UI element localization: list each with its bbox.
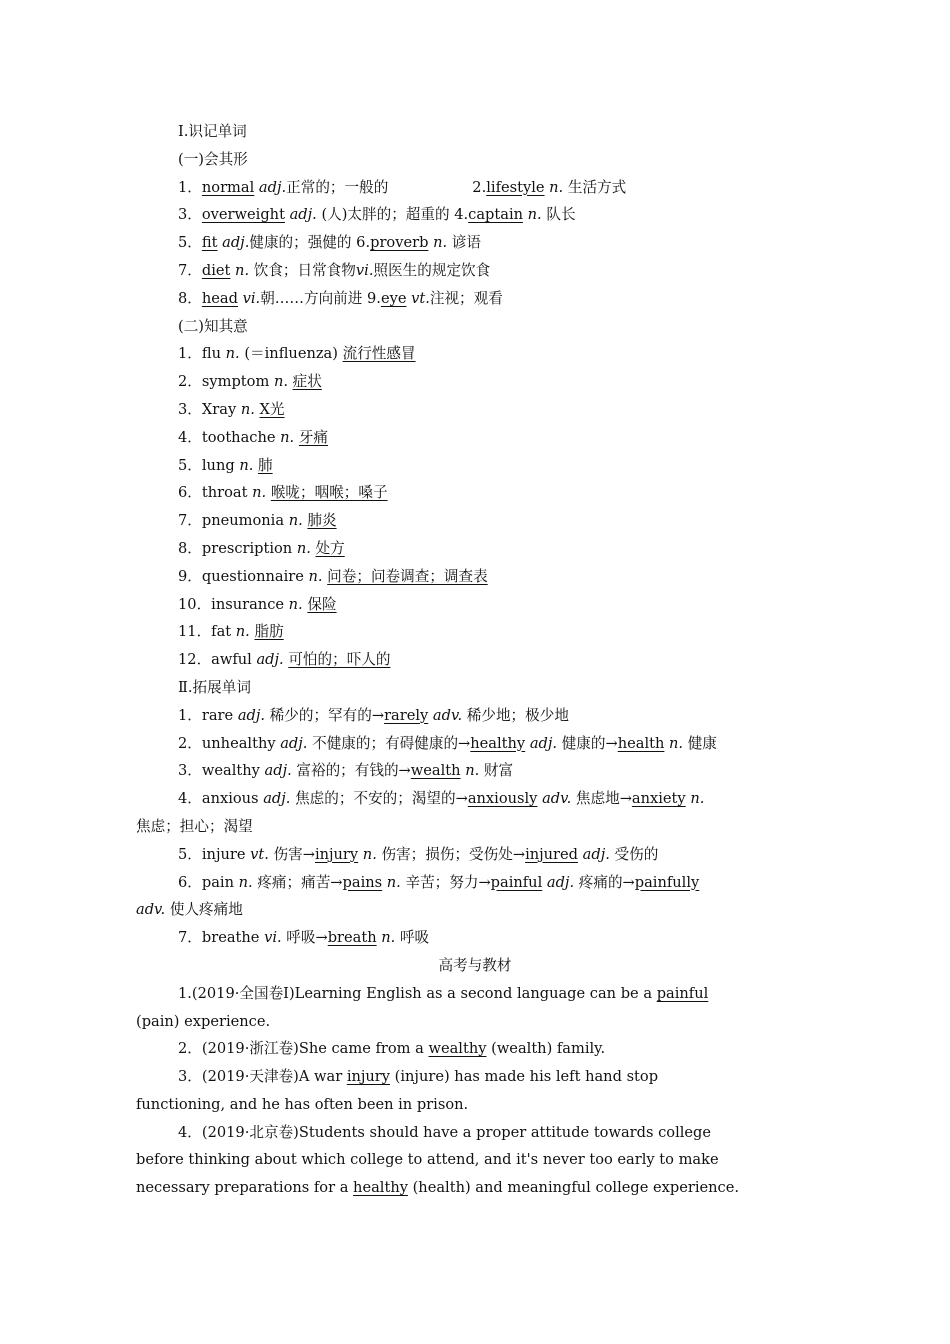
answer: 问卷；问卷调查；调查表 — [327, 567, 488, 585]
meaning-row: 10．insurance n. 保险 — [178, 595, 337, 613]
meaning-row: 4．toothache n. 牙痛 — [178, 428, 329, 446]
answer: eye — [380, 289, 407, 307]
extension-row-continued: 焦虑；担心；渴望 — [136, 817, 253, 835]
meaning-row: 9．questionnaire n. 问卷；问卷调查；调查表 — [178, 567, 488, 585]
extension-row: 6．pain n. 疼痛；痛苦→pains n. 辛苦；努力→painful adj. 疼痛的→painfully — [178, 873, 700, 891]
vocab-row: 3．overweight adj. (人)太胖的；超重的 4.captain n. 队长 — [178, 206, 576, 224]
answer: proverb — [370, 234, 429, 252]
answer: captain — [468, 206, 524, 224]
answer: anxiety — [631, 790, 686, 808]
answer: 保险 — [307, 595, 337, 613]
meaning-row: 11．fat n. 脂肪 — [178, 623, 284, 641]
section-title: Ⅱ.拓展单词 — [178, 678, 251, 696]
document-page — [0, 118, 950, 1202]
exam-question: 2．(2019·浙江卷)She came from a wealthy (wealth) family. — [178, 1040, 606, 1058]
meaning-row: 8．prescription n. 处方 — [178, 539, 345, 557]
vocab-row: 1．normal adj.正常的；一般的 2.lifestyle n. 生活方式 — [178, 178, 627, 196]
answer: 症状 — [292, 373, 322, 391]
vocab-row: 8．head vi.朝……方向前进 9.eye vt.注视；观看 — [178, 289, 503, 307]
extension-row: 3．wealthy adj. 富裕的；有钱的→wealth n. 财富 — [178, 762, 514, 780]
meaning-row: 6．throat n. 喉咙；咽喉；嗓子 — [178, 484, 388, 502]
answer: lifestyle — [486, 178, 545, 196]
answer: 可怕的；吓人的 — [288, 651, 391, 669]
answer: painfully — [634, 873, 700, 891]
answer: pains — [342, 873, 383, 891]
answer: painful — [490, 873, 543, 891]
answer: wealthy — [428, 1040, 487, 1058]
answer: overweight — [201, 206, 285, 224]
extension-row: 7．breathe vi. 呼吸→breath n. 呼吸 — [178, 929, 430, 947]
answer: head — [201, 289, 238, 307]
answer: 脂肪 — [254, 623, 284, 641]
extension-row: 4．anxious adj. 焦虑的；不安的；渴望的→anxiously adv. 焦虑地→anxiety n. — [178, 790, 705, 808]
meaning-row: 2．symptom n. 症状 — [178, 373, 322, 391]
answer: injury — [346, 1068, 391, 1086]
meaning-row: 12．awful adj. 可怕的；吓人的 — [178, 651, 391, 669]
meaning-row: 3．Xray n. X光 — [178, 400, 285, 418]
answer: 处方 — [315, 539, 345, 557]
answer: X光 — [259, 400, 285, 418]
meaning-row: 1．flu n. (＝influenza) 流行性感冒 — [178, 345, 416, 363]
exam-question-continued: (pain) experience. — [136, 1012, 271, 1030]
answer: injury — [314, 845, 359, 863]
extension-row: 1．rare adj. 稀少的；罕有的→rarely adv. 稀少地；极少地 — [178, 706, 569, 724]
answer: 肺炎 — [307, 512, 337, 530]
exam-question: 3．(2019·天津卷)A war injury (injure) has made his left hand stop — [178, 1068, 659, 1086]
exam-question-continued: functioning, and he has often been in prison. — [136, 1095, 469, 1113]
answer: health — [617, 734, 665, 752]
exam-question-continued: before thinking about which college to attend, and it's never too early to make — [136, 1151, 719, 1169]
answer: 肺 — [258, 456, 273, 474]
subsection-title: (二)知其意 — [178, 317, 248, 335]
answer: rarely — [384, 706, 429, 724]
exam-question: 4．(2019·北京卷)Students should have a proper attitude towards college — [178, 1123, 712, 1141]
answer: fit — [201, 234, 218, 252]
extension-row: 5．injure vt. 伤害→injury n. 伤害；损伤；受伤处→injured adj. 受伤的 — [178, 845, 659, 863]
answer: healthy — [470, 734, 526, 752]
answer: anxiously — [467, 790, 538, 808]
answer: 喉咙；咽喉；嗓子 — [270, 484, 388, 502]
vocab-row: 7．diet n. 饮食；日常食物vi.照医生的规定饮食 — [178, 261, 491, 279]
answer: diet — [201, 261, 231, 279]
meaning-row: 5．lung n. 肺 — [178, 456, 273, 474]
answer: 牙痛 — [298, 428, 329, 446]
answer: normal — [201, 178, 255, 196]
answer: breath — [327, 929, 377, 947]
extension-row-continued: adv. 使人疼痛地 — [136, 901, 243, 919]
section-title: 高考与教材 — [438, 956, 512, 974]
answer: 流行性感冒 — [342, 345, 416, 363]
section-title: Ⅰ.识记单词 — [178, 123, 247, 140]
answer: healthy — [353, 1179, 408, 1197]
exam-question: 1.(2019·全国卷Ⅰ)Learning English as a second language can be a painful — [178, 984, 709, 1002]
extension-row: 2．unhealthy adj. 不健康的；有碍健康的→healthy adj. 健康的→health n. 健康 — [178, 734, 717, 752]
answer: injured — [525, 845, 579, 863]
answer: wealth — [410, 762, 461, 780]
meaning-row: 7．pneumonia n. 肺炎 — [178, 512, 337, 530]
answer: painful — [656, 984, 709, 1002]
vocab-row: 5．fit adj.健康的；强健的 6.proverb n. 谚语 — [178, 234, 481, 252]
exam-question-continued: necessary preparations for a healthy (health) and meaningful college experience. — [136, 1179, 739, 1197]
subsection-title: (一)会其形 — [178, 150, 248, 168]
